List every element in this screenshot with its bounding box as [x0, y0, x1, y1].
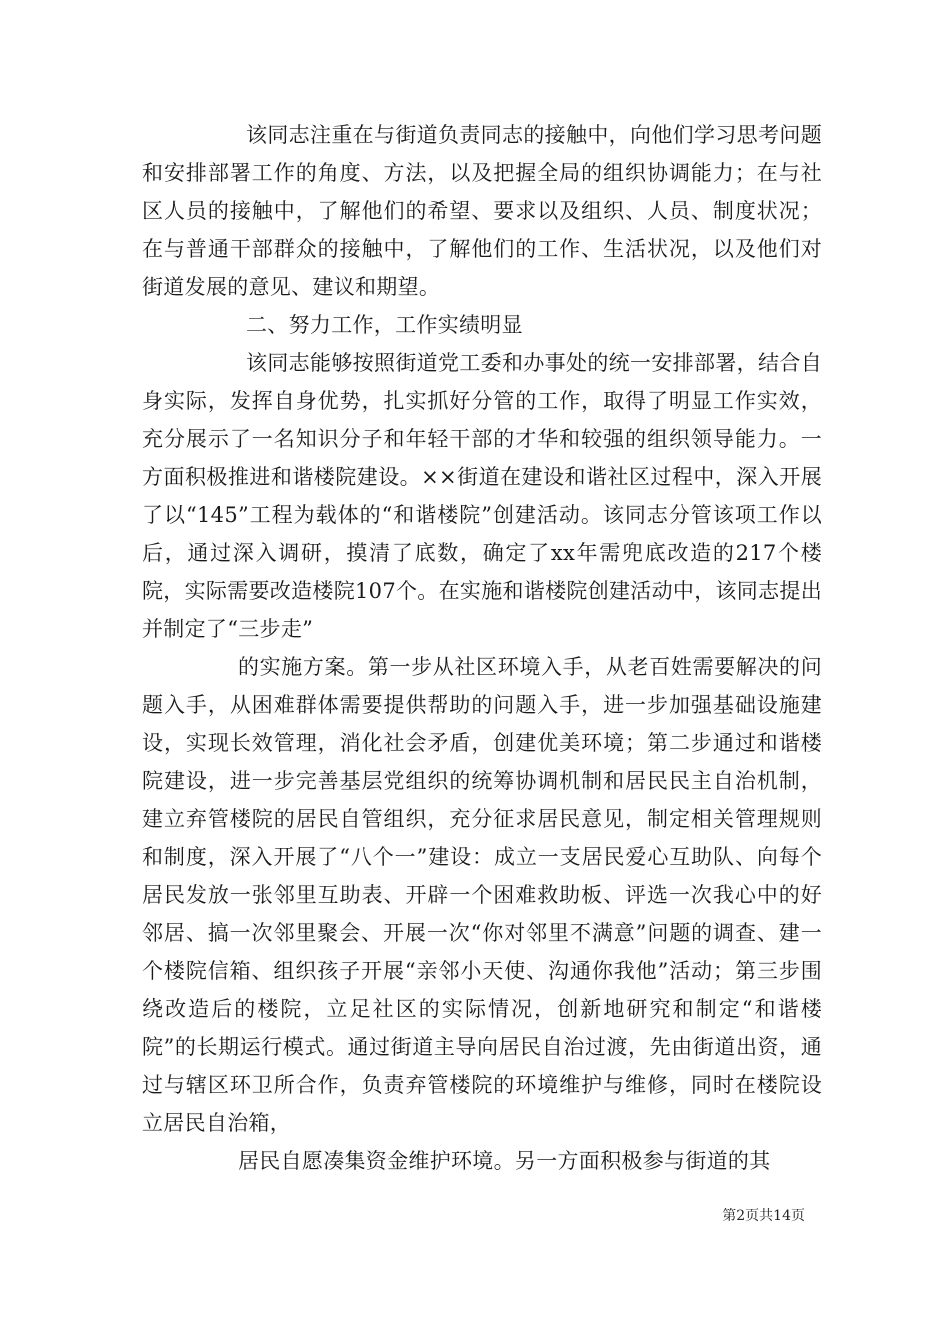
- page-number-footer: 第2页共14页: [722, 1208, 805, 1224]
- paragraph-residents-funding: 居民自愿凑集资金维护环境。另一方面积极参与街道的其: [238, 1149, 771, 1173]
- section-heading-work-achievements: 二、努力工作，工作实绩明显: [246, 313, 523, 337]
- paragraph-work-performance: 该同志能够按照街道党工委和办事处的统一安排部署，结合自身实际，发挥自身优势，扎实抓好分管的工作，取得了明显工作实效，充分展示了一名知识分子和年轻干部的才华和较强的组织领导能力。一方面积极推进和谐楼院建设。××街道在建设和谐社区过程中，深入开展了以“145”工程为载体的“和谐楼院”创建活动。该同志分管该项工作以后，通过深入调研，摸清了底数，确定了xx年需兜底改造的217个楼院，实际需要改造楼院107个。在实施和谐楼院创建活动中，该同志提出并制定了“三步走”: [142, 351, 822, 641]
- paragraph-contact-learning: 该同志注重在与街道负责同志的接触中，向他们学习思考问题和安排部署工作的角度、方法，以及把握全局的组织协调能力；在与社区人员的接触中，了解他们的希望、要求以及组织、人员、制度状况；在与普通干部群众的接触中，了解他们的工作、生活状况，以及他们对街道发展的意见、建议和期望。: [142, 123, 822, 299]
- paragraph-implementation-plan: 的实施方案。第一步从社区环境入手，从老百姓需要解决的问题入手，从困难群体需要提供帮助的问题入手，进一步加强基础设施建设，实现长效管理，消化社会矛盾，创建优美环境；第二步通过和谐楼院建设，进一步完善基层党组织的统筹协调机制和居民民主自治机制，建立弃管楼院的居民自管组织，充分征求居民意见，制定相关管理规则和制度，深入开展了“八个一”建设：成立一支居民爱心互助队、向每个居民发放一张邻里互助表、开辟一个困难救助板、评选一次我心中的好邻居、搞一次邻里聚会、开展一次“你对邻里不满意”问题的调查、建一个楼院信箱、组织孩子开展“亲邻小天使、沟通你我他”活动；第三步围绕改造后的楼院，立足社区的实际情况，创新地研究和制定“和谐楼院”的长期运行模式。通过街道主导向居民自治过渡，先由街道出资，通过与辖区环卫所合作，负责弃管楼院的环境维护与维修，同时在楼院设立居民自治箱，: [142, 655, 822, 1135]
- document-body: [142, 116, 822, 1180]
